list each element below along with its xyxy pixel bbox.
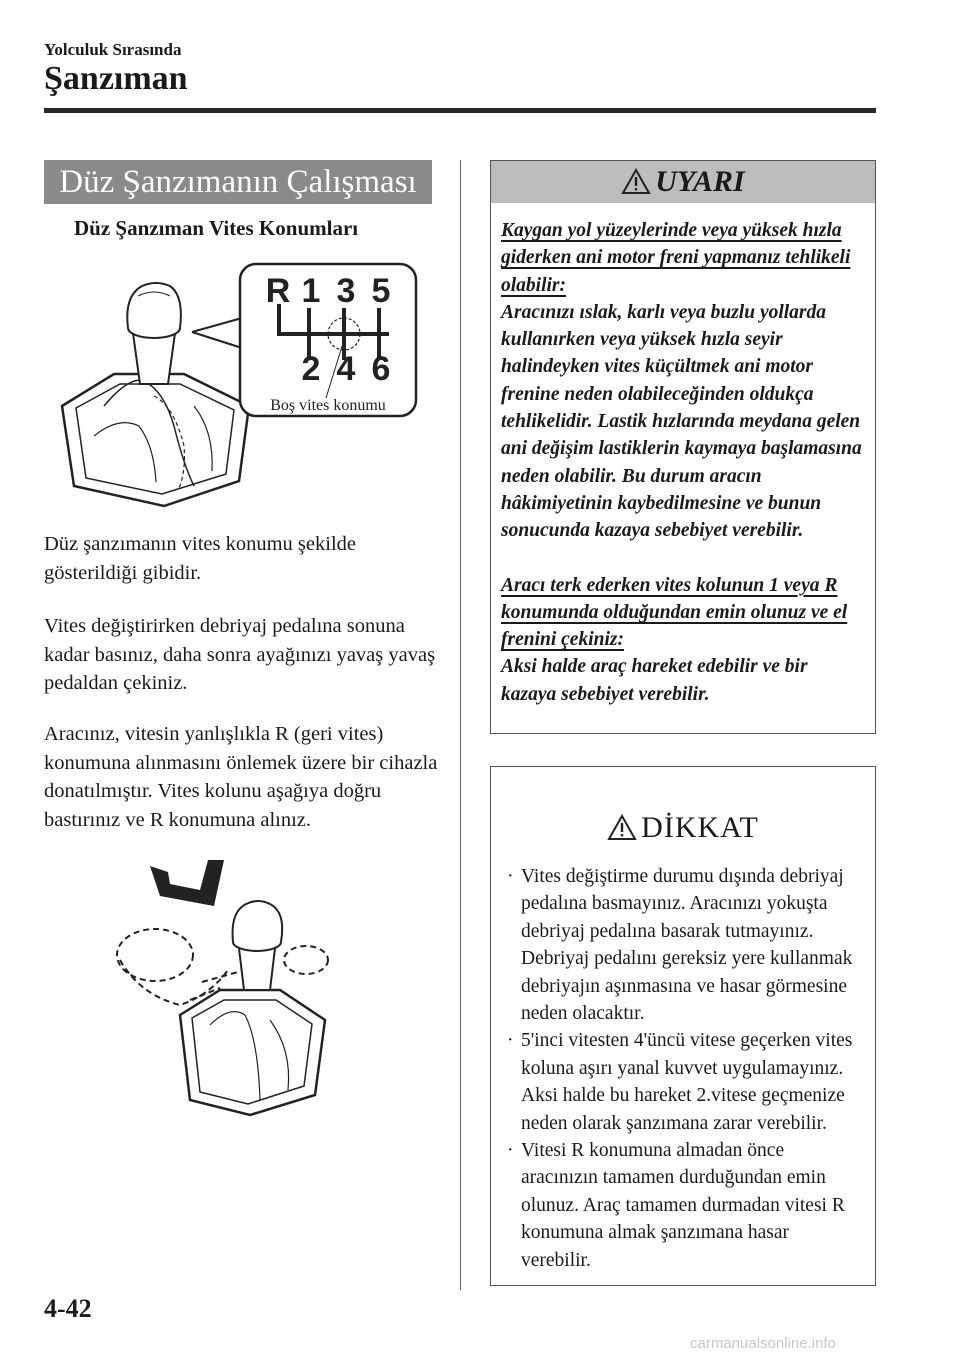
warning-header xyxy=(491,161,875,203)
caution-item-text: Vitesi R konumuna almadan önce aracınızın tamamen durduğundan emin olunuz. Araç tamamen durmadan vitesi R konumuna almak şanzımana hasar verebilir. xyxy=(521,1140,845,1271)
caution-item-text: Vites değiştirme durumu dışında debriyaj pedalına basmayınız. Aracınızı yokuşta debriyaj pedalına basarak tutmayınız. Debriyaj pedalını gereksiz yere kullanmak debriyajın aşınmasına ve hasar görmesine neden olacaktır. xyxy=(521,866,853,1025)
caution-title: DİKKAT xyxy=(641,811,759,844)
breadcrumb: Yolculuk Sırasında xyxy=(44,40,182,59)
caution-header xyxy=(491,807,875,849)
paragraph-2: Vites değiştirirken debriyaj pedalına sonuna kadar basınız, daha sonra ayağınızı yavaş yavaş pedaldan çekiniz. xyxy=(44,615,436,694)
gear-label-r: R xyxy=(265,272,291,310)
caution-triangle-icon xyxy=(607,814,637,841)
gear-label-5: 5 xyxy=(371,272,391,310)
warning-box xyxy=(490,160,876,734)
caution-item: · Vitesi R konumuna almadan önce aracınızın tamamen durduğundan emin olunuz. Araç tamamen durmadan vitesi R konumuna almak şanzımana hasar verebilir. xyxy=(507,1140,845,1271)
warning-triangle-icon xyxy=(621,168,651,195)
watermark: carmanualsonline.info xyxy=(690,1335,836,1352)
warning-text-2: Aksi halde araç hareket edebilir ve bir kazaya sebebiyet verebilir. xyxy=(501,656,808,705)
caution-box xyxy=(490,766,876,1286)
chapter-title: Şanzıman xyxy=(44,60,188,97)
header-rule xyxy=(44,108,876,113)
section-title: Düz Şanzımanın Çalışması xyxy=(44,160,432,204)
warning-title: UYARI xyxy=(655,165,745,198)
paragraph-3: Aracınız, vitesin yanlışlıkla R (geri vites) konumuna alınmasını önlemek üzere bir cihazla donatılmıştır. Vites kolunu aşağıya doğru bastırınız ve R konumuna alınız. xyxy=(44,723,438,831)
warning-text-1: Aracınızı ıslak, karlı veya buzlu yollarda kullanırken veya yüksek hızla seyir halindeyken vites küçültmek ani motor frenine neden olabileceğinden oldukça tehlikelidir. Lastik hızlarında meydana gelen ani değişim lastiklerin kaymaya başlamasına neden olabilir. Bu durum aracın hâkimiyetinin kaybedilmesine ve bunun sonucunda kazaya sebebiyet verebilir. xyxy=(501,301,862,542)
page-number: 4-42 xyxy=(44,1294,92,1323)
reverse-shift-figure xyxy=(110,850,340,1120)
gear-label-1: 1 xyxy=(301,272,321,310)
caution-item: · Vites değiştirme durumu dışında debriyaj pedalına basmayınız. Aracınızı yokuşta debriyaj pedalına basarak tutmayınız. Debriyaj pedalını gereksiz yere kullanmak debriyajın aşınmasına ve hasar görmesine neden olacaktır. xyxy=(507,866,853,1025)
gear-label-2: 2 xyxy=(301,350,321,388)
gear-shift-pattern-figure xyxy=(44,256,434,516)
warning-heading-1: Kaygan yol yüzeylerinde veya yüksek hızla giderken ani motor freni yapmanız tehlikeli olabilir: xyxy=(501,220,851,296)
paragraph-1: Düz şanzımanın vites konumu şekilde gösterildiği gibidir. xyxy=(44,533,356,584)
push-down-arrow-icon xyxy=(150,860,224,906)
neutral-position-label: Boş vites konumu xyxy=(270,397,386,414)
gear-label-6: 6 xyxy=(371,350,391,388)
gear-label-3: 3 xyxy=(336,272,356,310)
column-divider xyxy=(460,160,461,1290)
section-subheading: Düz Şanzıman Vites Konumları xyxy=(74,216,359,240)
gear-label-4: 4 xyxy=(336,350,356,388)
warning-heading-2: Aracı terk ederken vites kolunun 1 veya R konumunda olduğundan emin olunuz ve el frenini çekiniz: xyxy=(501,574,848,651)
caution-item: · 5'inci vitesten 4'üncü vitese geçerken vites koluna aşırı yanal kuvvet uygulamayınız. Aksi halde bu hareket 2.vitese geçmenize neden olarak şanzımana zarar verebilir. xyxy=(507,1030,853,1134)
caution-item-text: 5'inci vitesten 4'üncü vitese geçerken vites koluna aşırı yanal kuvvet uygulamayınız. Aksi halde bu hareket 2.vitese geçmenize neden olarak şanzımana zarar verebilir. xyxy=(521,1030,853,1134)
